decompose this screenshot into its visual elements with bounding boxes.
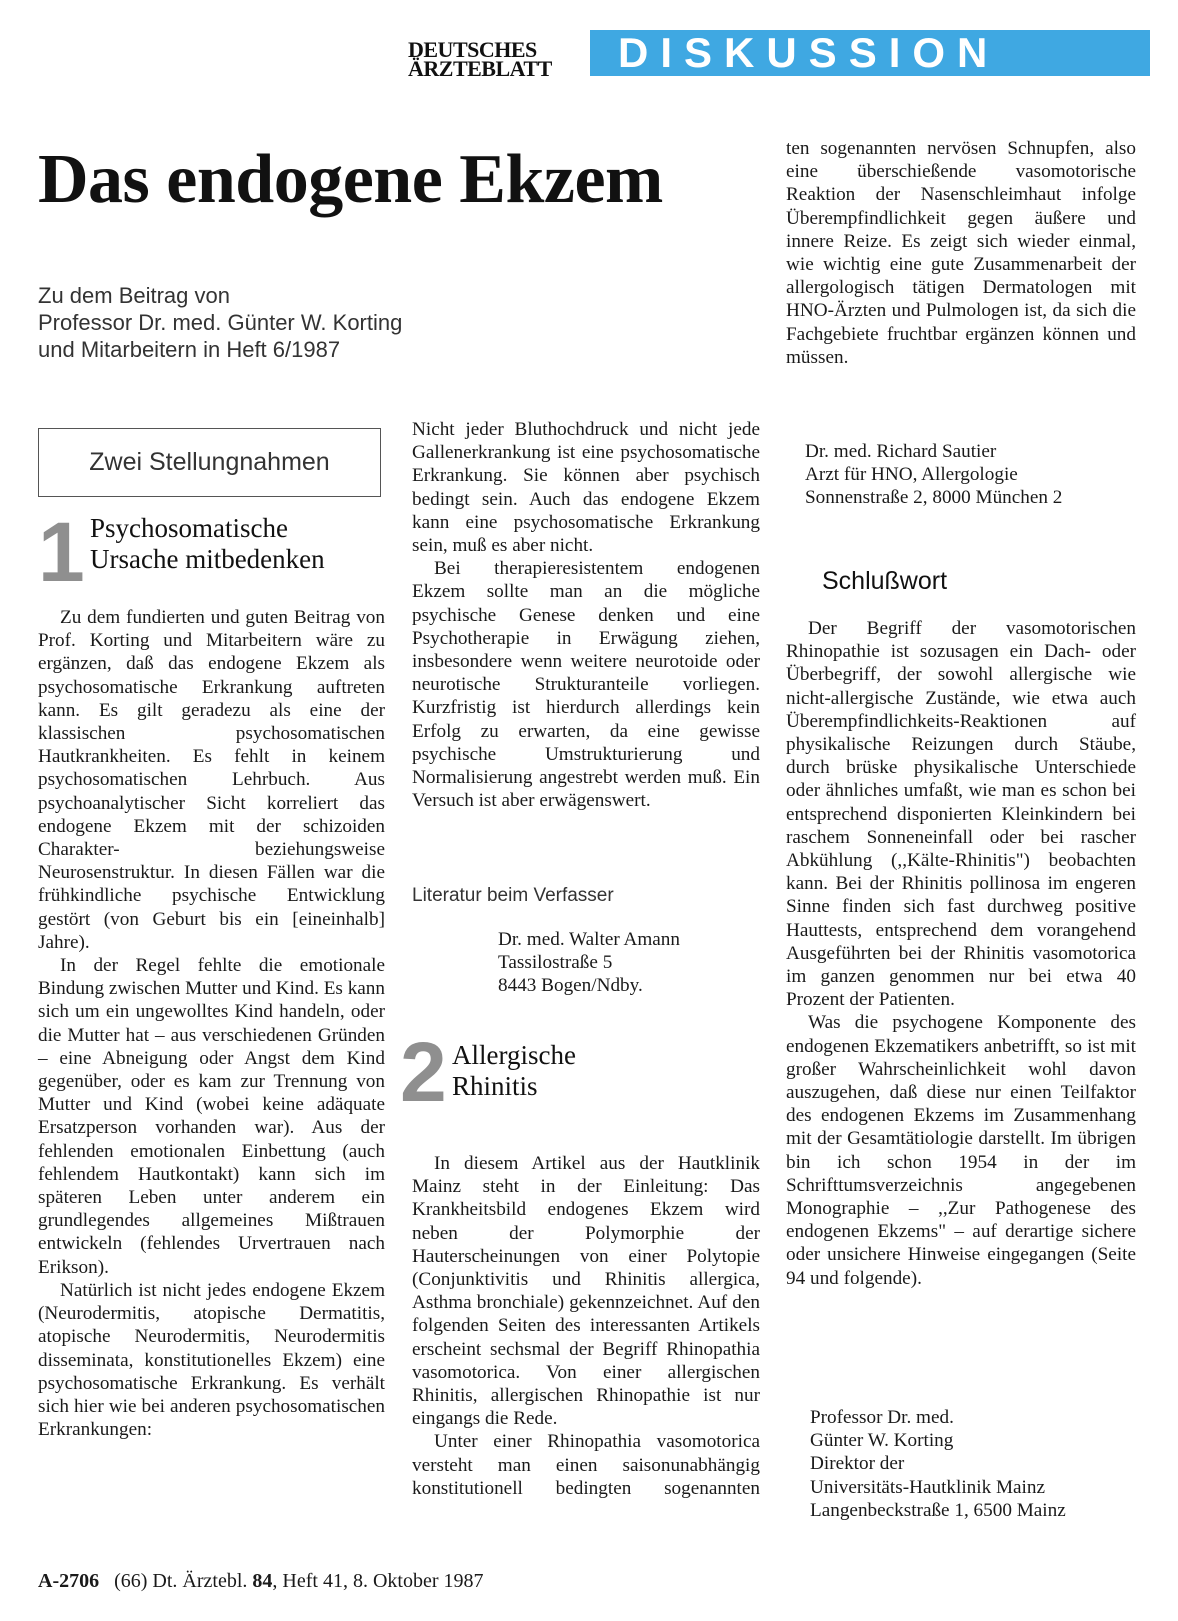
author-1 [498,928,680,998]
paragraph: Der Begriff der vasomotorischen Rhinopathie ist sozusagen ein Dach- oder Überbegriff, der sowohl allergische wie nicht-allergische Zustände, wie etwa auch Überempfindlichkeits-Reaktionen auf physikalische Reizungen durch Stäube, durch brüske physikalische Unterschiede oder ähnliches umfaßt, wie man es schon bei entsprechend disponierten Kleinkindern bei raschem Sonneneinfall oder bei rascher Abkühlung (,,Kälte-Rhinitis") beobachten kann. Bei der Rhinitis pollinosa im engeren Sinne finden sich fast durchweg positive Hauttests, entsprechend dem vorangehend Ausgeführten bei der Rhinitis vasomotorica im ganzen genommen nur bei etwa 40 Prozent der Patienten. [786,618,1136,1011]
closing-heading: Schlußwort [822,567,948,595]
intro-line: Professor Dr. med. Günter W. Korting [38,310,403,335]
literature-note: Literatur beim Verfasser [412,885,614,906]
section1-heading-line1: Psychosomatische [90,513,288,543]
paragraph: Was die psychogene Komponente des endogenen Ekzematikers anbetrifft, so ist mit großer Wahrscheinlichkeit wohl davon auszugehen, daß diese nur einen Teilfaktor des endogenen Ekzems im Zusammenhang mit der Gesamtätiologie darstellt. Im übrigen bin ich schon 1954 in der im Schrifttumsverzeichnis angegebenen Monographie – ,,Zur Pathogenese des endogenen Ekzems" – auf derartige sichere oder unsichere Hinweise eingegangen (Seite 94 und folgende). [786,1012,1136,1289]
paragraph: In der Regel fehlte die emotionale Bindung zwischen Mutter und Kind. Es kann sich um ein ungewolltes Kind handeln, oder die Mutter hat – aus verschiedenen Gründen – eine Abneigung oder Angst dem Kind gegenüber, oder es kam zur Trennung von Mutter und Kind (wobei keine adäquate Ersatzperson vorhanden war). Aus der fehlenden emotionalen Einbettung (auch fehlendem Hautkontakt) kann sich im späteren Leben unter anderem ein grundlegendes allgemeines Mißtrauen entwickeln (fehlendes Urvertrauen nach Erikson). [38,955,385,1278]
author-line: Dr. med. Walter Amann [498,929,680,950]
intro-line: und Mitarbeitern in Heft 6/1987 [38,337,341,362]
masthead-line1: DEUTSCHES [408,37,537,62]
footer-issue: , Heft 41, 8. Oktober 1987 [272,1570,484,1592]
author-line: Universitäts-Hautklinik Mainz [810,1476,1046,1498]
paragraph: Natürlich ist nicht jedes endogene Ekzem (Neurodermitis, atopische Dermatitis, atopische Neurodermitis, Neurodermitis disseminata, konstitutionelles Ekzem) eine psychosomatische Erkrankung. Es verhält sich hier wie bei anderen psychosomatischen Erkrankungen: [38,1279,385,1441]
page-number: A-2706 [38,1570,100,1592]
section-banner: DISKUSSION [590,30,1150,76]
footer-journal: (66) Dt. Ärztebl. [114,1570,248,1592]
paragraph: Unter einer Rhinopathia vasomotorica versteht man einen saisonunabhängig konstitutionell bedingten sogenannten [412,1431,760,1499]
column-1 [38,606,385,1441]
column-3 [786,617,1136,1290]
paragraph: Nicht jeder Bluthochdruck und nicht jede Gallenerkrankung ist eine psychosomatische Erkrankung. Sie können aber psychisch bedingt sein. Auch das endogene Ekzem kann eine psychosomatische Erkrankung sein, muß es aber nicht. [412,419,760,557]
column-2 [412,418,760,812]
author-line: Günter W. Korting [810,1430,954,1452]
paragraph: Bei therapieresistentem endogenen Ekzem sollte man an die mögliche psychische Genese denken und eine Psychotherapie in Erwägung ziehen, insbesondere wenn weitere neurotoide oder neurotische Strukturanteile vorliegen. Kurzfristig ist hierdurch allerdings kein Erfolg zu erwarten, da eine gewisse psychische Umstrukturierung und Normalisierung angestrebt werden muß. Ein Versuch ist aber erwägenswert. [412,558,760,812]
masthead-line2: ÄRZTEBLATT [408,56,552,81]
masthead-logo [408,37,578,81]
author-line: 8443 Bogen/Ndby. [498,975,643,997]
page-footer [38,1570,483,1593]
column-2-lower [412,1152,760,1500]
section1-heading-line2: Ursache mitbedenken [90,544,325,574]
article-title: Das endogene Ekzem [38,141,663,218]
paragraph: Zu dem fundierten und guten Beitrag von Prof. Korting und Mitarbeitern wäre zu ergänzen, daß das endogene Ekzem als psychosomatische Erkrankung auftreten kann. Es gilt geradezu als eine der klassischen psychosomatischen Hautkrankheiten. Es fehlt in keinem psychosomatischen Lehrbuch. Aus psychoanalytischer Sicht korreliert das endogene Ekzem mit der schizoiden Charakter- beziehungsweise Neurosenstruktur. In diesen Fällen war die frühkindliche psychische Entwicklung gestört (von Geburt bis ein [eineinhalb] Jahre). [38,607,385,953]
article-intro [38,282,758,363]
author-line: Sonnenstraße 2, 8000 München 2 [805,487,1063,509]
author-line: Professor Dr. med. [810,1407,954,1428]
intro-line: Zu dem Beitrag von [38,283,230,308]
statements-box-label: Zwei Stellungnahmen [89,448,330,476]
section2-heading-line2: Rhinitis [452,1071,538,1101]
author-2 [805,440,1062,510]
author-line: Langenbeckstraße 1, 6500 Mainz [810,1499,1066,1521]
paragraph: In diesem Artikel aus der Hautklinik Mainz steht in der Einleitung: Das Krankheitsbild endogenes Ekzem wird neben der Polymorphie der Hauterscheinungen von einer Polytopie (Conjunktivitis und Rhinitis allergica, Asthma bronchiale) gekennzeichnet. Auf den folgenden Seiten des interessanten Artikels erscheint sechsmal der Begriff Rhinopathia vasomotorica. Von einer allergischen Rhinitis, allergischen Rhinopathie ist nur eingangs die Rede. [412,1153,760,1430]
paragraph: ten sogenannten nervösen Schnupfen, also eine überschießende vasomotorische Reaktion der Nasenschleimhaut infolge Überempfindlichkeit gegen äußere und innere Reize. Es zeigt sich wieder einmal, wie wichtig eine gute Zusammenarbeit der allergologisch tätigen Dermatologen mit HNO-Ärzten und Pulmologen ist, da sich die Fachgebiete fruchtbar ergänzen können und müssen. [786,138,1136,368]
section2-number: 2 [400,1025,447,1119]
author-line: Arzt für HNO, Allergologie [805,464,1018,486]
section2-heading [452,1040,576,1102]
statements-box [38,428,381,497]
author-3 [810,1406,1066,1522]
author-line: Tassilostraße 5 [498,952,613,974]
author-line: Dr. med. Richard Sautier [805,441,997,462]
author-line: Direktor der [810,1453,905,1475]
section1-number: 1 [38,505,85,599]
section1-heading [90,513,325,575]
column-3-continuation [786,137,1136,417]
section2-heading-line1: Allergische [452,1040,576,1070]
footer-volume: 84 [252,1570,273,1592]
